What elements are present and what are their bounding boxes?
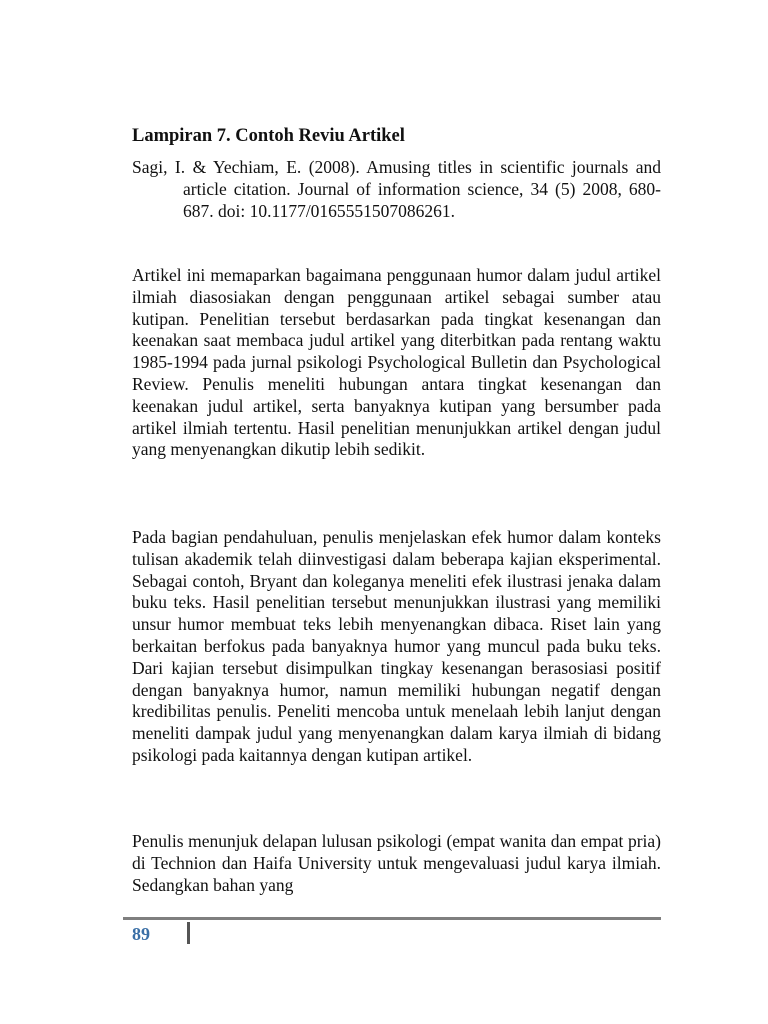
article-reference: Sagi, I. & Yechiam, E. (2008). Amusing titles in scientific journals and article citation. Journal of information science, 34 (5) 2008, 680-687. doi: 10.1177/0165551507086261. [132, 157, 661, 221]
footer-rule [123, 917, 661, 920]
review-paragraph-2: Pada bagian pendahuluan, penulis menjelaskan efek humor dalam konteks tulisan akademik telah diinvestigasi dalam beberapa kajian eksperimental. Sebagai contoh, Bryant dan koleganya meneliti efek ilustrasi jenaka dalam buku teks. Hasil penelitian tersebut menunjukkan ilustrasi yang memiliki unsur humor membuat teks lebih menyenangkan dibaca. Riset lain yang berkaitan berfokus pada banyaknya humor yang muncul pada buku teks. Dari kajian tersebut disimpulkan tingkay kesenangan berasosiasi positif dengan banyaknya humor, namun memiliki hubungan negatif dengan kredibilitas penulis. Peneliti mencoba untuk menelaah lebih lanjut dengan meneliti dampak judul yang menyenangkan dalam karya ilmiah di bidang psikologi pada kaitannya dengan kutipan artikel. [132, 527, 661, 765]
appendix-heading: Lampiran 7. Contoh Reviu Artikel [132, 126, 405, 146]
footer-separator [187, 922, 190, 944]
review-paragraph-1: Artikel ini memaparkan bagaimana penggunaan humor dalam judul artikel ilmiah diasosiakan dengan penggunaan artikel sebagai sumber atau kutipan. Penelitian tersebut berdasarkan pada tingkat kesenangan dan keenakan saat membaca judul artikel yang diterbitkan pada rentang waktu 1985-1994 pada jurnal psikologi Psychological Bulletin dan Psychological Review. Penulis meneliti hubungan antara tingkat kesenangan dan keenakan judul artikel, serta banyaknya kutipan yang bersumber pada artikel ilmiah tertentu. Hasil penelitian menunjukkan artikel dengan judul yang menyenangkan dikutip lebih sedikit. [132, 265, 661, 460]
page-number: 89 [132, 924, 150, 944]
review-paragraph-3: Penulis menunjuk delapan lulusan psikologi (empat wanita dan empat pria) di Technion dan Haifa University untuk mengevaluasi judul karya ilmiah. Sedangkan bahan yang [132, 831, 661, 895]
